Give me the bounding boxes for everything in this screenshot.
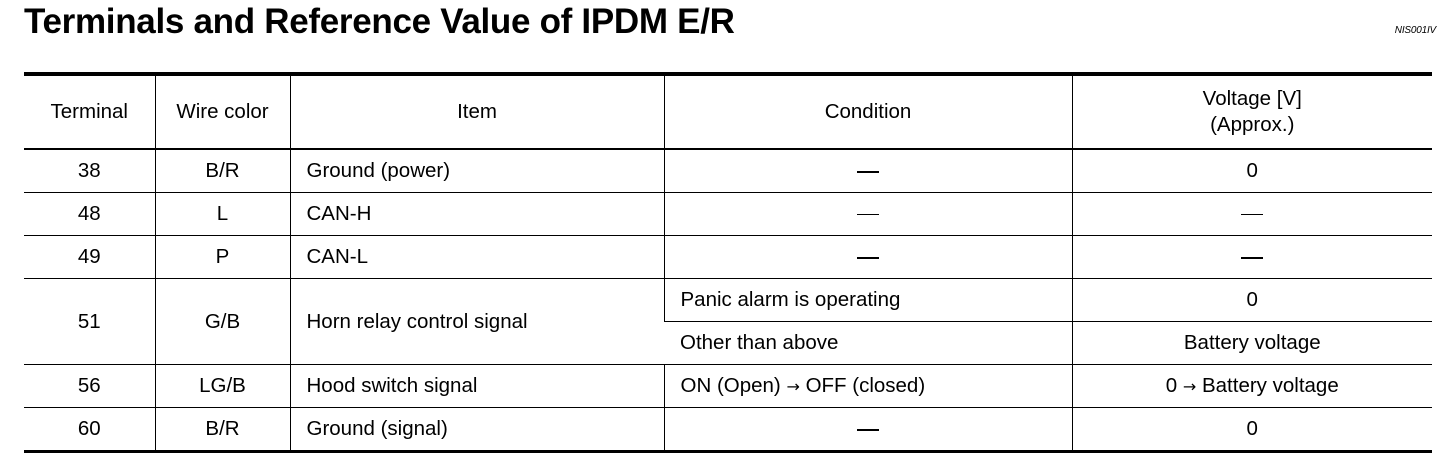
condition-cell — [664, 149, 1072, 193]
wire-color-cell: L — [155, 193, 290, 236]
terminal-cell: 38 — [24, 149, 155, 193]
document-id: NIS001IV — [1394, 25, 1436, 36]
wire-color-cell: G/B — [155, 279, 290, 365]
item-cell: CAN-L — [290, 236, 664, 279]
header-voltage-line2: (Approx.) — [1210, 113, 1295, 136]
voltage-cell: 0 — [1072, 279, 1432, 322]
condition-cell — [664, 365, 1072, 408]
table-row — [24, 365, 1432, 408]
condition-cell: Other than above — [664, 322, 1072, 365]
item-cell: Hood switch signal — [290, 365, 664, 408]
voltage-from: 0 — [1165, 374, 1178, 397]
table-row — [24, 149, 1432, 193]
terminal-cell: 51 — [24, 279, 155, 365]
header-wire-color: Wire color — [155, 74, 290, 149]
item-cell: CAN-H — [290, 193, 664, 236]
page-title: Terminals and Reference Value of IPDM E/R — [24, 2, 735, 41]
condition-cell — [664, 236, 1072, 279]
item-cell: Ground (signal) — [290, 408, 664, 452]
wire-color-cell: P — [155, 236, 290, 279]
wire-color-cell: B/R — [155, 149, 290, 193]
dash-icon — [857, 171, 879, 173]
condition-to: OFF (closed) — [805, 374, 926, 397]
terminal-reference-table — [24, 72, 1432, 453]
item-cell: Ground (power) — [290, 149, 664, 193]
table-row — [24, 236, 1432, 279]
table-row — [24, 279, 1432, 322]
voltage-cell: Battery voltage — [1072, 322, 1432, 365]
item-cell: Horn relay control signal — [290, 279, 664, 365]
terminal-cell: 60 — [24, 408, 155, 452]
condition-cell — [664, 408, 1072, 452]
voltage-cell: 0 — [1072, 408, 1432, 452]
wire-color-cell: B/R — [155, 408, 290, 452]
table-header-row — [24, 74, 1432, 149]
wire-color-cell: LG/B — [155, 365, 290, 408]
header-condition: Condition — [664, 74, 1072, 149]
arrow-right-icon: → — [1182, 377, 1197, 396]
header-voltage — [1072, 74, 1432, 149]
header-voltage-line1: Voltage [V] — [1202, 87, 1302, 110]
dash-icon — [857, 214, 879, 215]
condition-cell — [664, 193, 1072, 236]
dash-icon — [1241, 257, 1263, 259]
arrow-right-icon: → — [786, 377, 800, 396]
dash-icon — [857, 257, 879, 259]
header-terminal: Terminal — [24, 74, 155, 149]
voltage-to: Battery voltage — [1201, 374, 1339, 397]
dash-icon — [857, 429, 879, 431]
condition-from: ON (Open) — [680, 374, 781, 397]
voltage-cell — [1072, 236, 1432, 279]
condition-cell: Panic alarm is operating — [664, 279, 1072, 322]
voltage-cell — [1072, 193, 1432, 236]
table-row — [24, 193, 1432, 236]
terminal-cell: 48 — [24, 193, 155, 236]
header-item: Item — [290, 74, 664, 149]
terminal-cell: 49 — [24, 236, 155, 279]
table-row — [24, 408, 1432, 452]
voltage-cell — [1072, 365, 1432, 408]
voltage-cell: 0 — [1072, 149, 1432, 193]
dash-icon — [1241, 214, 1263, 215]
terminal-cell: 56 — [24, 365, 155, 408]
